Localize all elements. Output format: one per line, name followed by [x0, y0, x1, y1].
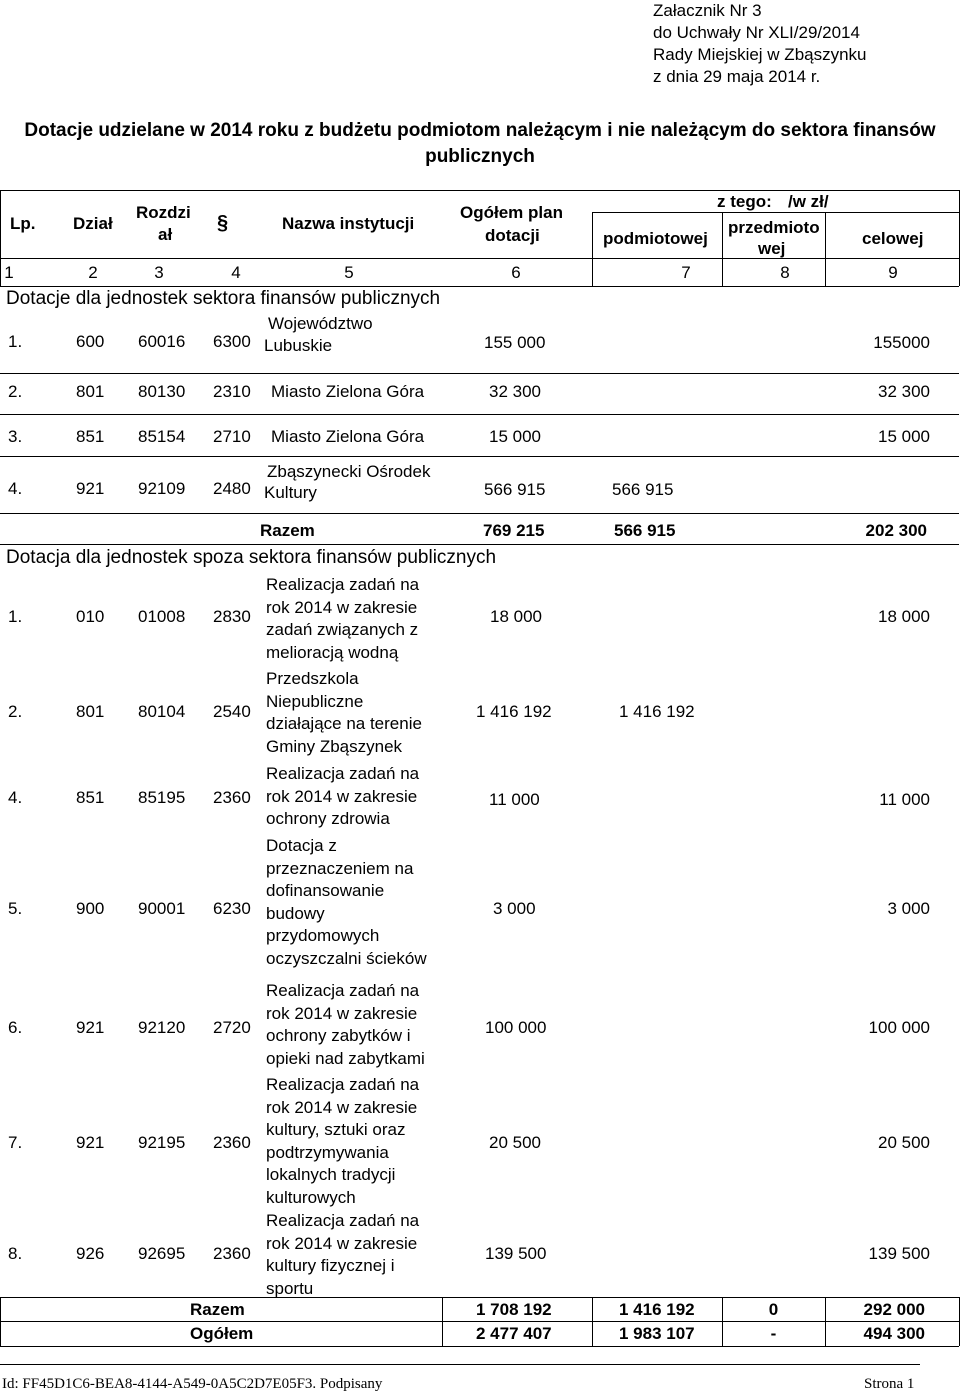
row-border — [0, 414, 959, 415]
name-line: podtrzymywania — [266, 1142, 389, 1162]
col-number: 1 — [4, 263, 14, 282]
cell-name — [266, 1210, 446, 1300]
cell-celowej: 100 000 — [868, 1018, 930, 1037]
col-number: 2 — [88, 263, 98, 282]
name-line: Realizacja zadań na — [266, 1075, 420, 1094]
cell-paragraph: 2360 — [213, 1244, 251, 1263]
cell-total: 11 000 — [489, 790, 540, 809]
cell-paragraph: 2360 — [213, 788, 251, 807]
cell-lp: 7. — [8, 1133, 23, 1152]
table-border — [592, 212, 959, 213]
col-number: 4 — [231, 263, 241, 282]
name-line: melioracją wodną — [266, 642, 399, 662]
col-header-podmiotowej: podmiotowej — [603, 229, 708, 248]
name-line: kulturowych — [266, 1187, 356, 1207]
name-line: budowy — [266, 903, 325, 923]
name-line: Niepubliczne — [266, 691, 364, 711]
cell-total: 18 000 — [490, 607, 542, 626]
cell-podmiotowej: 1 416 192 — [619, 702, 695, 721]
cell-name-cont: Kultury — [264, 483, 317, 502]
name-line: Gminy Zbąszynek — [266, 736, 403, 756]
col-number: 9 — [888, 263, 898, 282]
cell-rozdzial: 92695 — [138, 1244, 186, 1263]
table-border — [0, 1297, 1, 1346]
name-line: przydomowych — [266, 926, 380, 945]
attachment-line: Załacznik Nr 3 — [653, 1, 762, 20]
name-line: kultury fizycznej i — [266, 1256, 395, 1275]
name-line: Realizacja zadań na — [266, 981, 420, 1000]
cell-total: 3 000 — [493, 899, 536, 918]
cell-celowej: 155000 — [873, 333, 930, 352]
name-line: ochrony zabytków i — [266, 1026, 411, 1045]
footer-rule — [0, 1364, 920, 1365]
page-number: Strona 1 — [864, 1376, 915, 1392]
section-title-public: Dotacje dla jednostek sektora finansów publicznych — [6, 288, 441, 309]
cell-dzial: 851 — [76, 788, 105, 807]
col-number: 8 — [780, 263, 790, 282]
signature-id: Id: FF45D1C6-BEA8-4144-A549-0A5C2D7E05F3. Podpisany — [2, 1376, 383, 1392]
row-border — [0, 513, 959, 514]
name-line: działające na terenie — [266, 714, 422, 733]
cell-total: 100 000 — [485, 1018, 547, 1037]
cell-paragraph: 2480 — [213, 479, 251, 498]
col-number: 3 — [154, 263, 164, 282]
cell-lp: 1. — [8, 607, 23, 626]
name-line: rok 2014 w zakresie — [266, 1097, 418, 1117]
name-line: ochrony zdrowia — [266, 809, 390, 828]
cell-total: 566 915 — [484, 480, 546, 499]
col-header-z-tego: z tego: — [717, 192, 772, 211]
col-header-plan-cont: dotacji — [485, 226, 540, 245]
col-header-paragraph: § — [217, 212, 229, 234]
cell-total: 1 416 192 — [476, 702, 552, 721]
cell-lp: 2. — [8, 382, 23, 401]
cell-dzial: 921 — [76, 1133, 105, 1152]
sum-label: Razem — [260, 521, 315, 540]
name-line: Realizacja zadań na — [266, 1211, 420, 1230]
cell-lp: 2. — [8, 702, 23, 721]
col-header-lp: Lp. — [10, 214, 36, 233]
col-header-rozdzial: Rozdzi — [136, 203, 191, 222]
cell-celowej: 3 000 — [887, 899, 930, 918]
name-line: lokalnych tradycji — [266, 1165, 396, 1184]
cell-paragraph: 6230 — [213, 899, 251, 918]
cell-dzial: 921 — [76, 1018, 105, 1037]
cell-total: 32 300 — [489, 382, 541, 401]
sum-podmiotowej: 566 915 — [614, 521, 676, 540]
cell-name: Miasto Zielona Góra — [271, 382, 425, 401]
col-header-przedmiotowej: przedmioto — [728, 218, 820, 237]
row-border — [0, 1297, 959, 1298]
sum-label: Razem — [190, 1300, 245, 1319]
cell-name: Zbąszynecki Ośrodek — [267, 462, 431, 481]
name-line: kultury, sztuki oraz — [266, 1120, 406, 1139]
cell-paragraph: 2710 — [213, 427, 251, 446]
cell-paragraph: 2310 — [213, 382, 251, 401]
cell-lp: 4. — [8, 788, 23, 807]
name-line: opieki nad zabytkami — [266, 1048, 425, 1068]
name-line: Przedszkola — [266, 669, 359, 688]
table-border — [592, 212, 593, 286]
attachment-note — [653, 0, 867, 88]
col-header-rozdzial-cont: ał — [158, 225, 173, 244]
col-header-celowej: celowej — [862, 229, 924, 248]
name-line: Realizacja zadań na — [266, 575, 420, 594]
cell-lp: 3. — [8, 427, 23, 446]
section-title-nonpublic: Dotacja dla jednostek spoza sektora finansów publicznych — [6, 547, 497, 568]
cell-total: 155 000 — [484, 333, 546, 352]
cell-rozdzial: 60016 — [138, 332, 186, 351]
cell-name — [266, 763, 446, 831]
cell-celowej: 139 500 — [868, 1244, 930, 1263]
cell-dzial: 010 — [76, 607, 105, 626]
attachment-line: Rady Miejskiej w Zbąszynku — [653, 45, 867, 64]
row-border — [0, 1321, 959, 1322]
cell-name-cont: Lubuskie — [264, 336, 333, 355]
row-border — [0, 456, 959, 457]
name-line: Realizacja zadań na — [266, 764, 420, 783]
cell-paragraph: 2830 — [213, 607, 251, 626]
cell-celowej: 18 000 — [878, 607, 930, 626]
cell-name — [266, 1074, 446, 1209]
cell-name — [266, 574, 446, 664]
cell-name: Miasto Zielona Góra — [271, 427, 425, 446]
row-border — [0, 544, 959, 545]
sum-przedmiotowej: 0 — [768, 1300, 779, 1319]
cell-rozdzial: 01008 — [138, 607, 186, 626]
cell-paragraph: 2720 — [213, 1018, 251, 1037]
cell-celowej: 11 000 — [879, 790, 930, 809]
name-line: sportu — [266, 1278, 314, 1298]
cell-dzial: 801 — [76, 382, 105, 401]
sum-total: 1 708 192 — [476, 1300, 552, 1319]
grand-total-label: Ogółem — [190, 1324, 254, 1343]
cell-rozdzial: 90001 — [138, 899, 186, 918]
cell-total: 20 500 — [489, 1133, 541, 1152]
cell-celowej: 15 000 — [878, 427, 930, 446]
cell-rozdzial: 80104 — [138, 702, 186, 721]
col-header-dzial: Dział — [73, 214, 113, 233]
name-line: przeznaczeniem na — [266, 858, 414, 878]
cell-total: 15 000 — [489, 427, 541, 446]
cell-total: 139 500 — [485, 1244, 547, 1263]
cell-dzial: 900 — [76, 899, 105, 918]
cell-rozdzial: 80130 — [138, 382, 186, 401]
sum-celowej: 292 000 — [863, 1300, 925, 1319]
table-border — [442, 1297, 443, 1346]
cell-lp: 5. — [8, 899, 23, 918]
name-line: rok 2014 w zakresie — [266, 786, 418, 806]
cell-lp: 4. — [8, 479, 23, 498]
name-line: rok 2014 w zakresie — [266, 597, 418, 617]
sum-celowej: 202 300 — [865, 521, 927, 540]
attachment-line: do Uchwały Nr XLI/29/2014 — [653, 23, 860, 42]
name-line: oczyszczalni ścieków — [266, 948, 427, 968]
cell-paragraph: 2360 — [213, 1133, 251, 1152]
cell-dzial: 801 — [76, 702, 105, 721]
cell-rozdzial: 92109 — [138, 479, 186, 498]
cell-podmiotowej: 566 915 — [612, 480, 674, 499]
cell-name — [266, 835, 446, 970]
sum-total: 769 215 — [483, 521, 545, 540]
col-number: 6 — [511, 263, 521, 282]
name-line: rok 2014 w zakresie — [266, 1003, 418, 1023]
cell-dzial: 921 — [76, 479, 105, 498]
cell-name — [266, 980, 446, 1070]
col-header-name: Nazwa instytucji — [282, 214, 415, 233]
cell-paragraph: 6300 — [213, 332, 251, 351]
cell-lp: 1. — [8, 332, 23, 351]
document-title: Dotacje udzielane w 2014 roku z budżetu podmiotom należącym i nie należącym do sektora finansów — [24, 120, 936, 141]
cell-dzial: 851 — [76, 427, 105, 446]
row-border — [0, 1346, 959, 1347]
cell-celowej: 32 300 — [878, 382, 930, 401]
sum-podmiotowej: 1 416 192 — [619, 1300, 695, 1319]
grand-total-podmiotowej: 1 983 107 — [619, 1324, 695, 1343]
grand-total-przedmiotowej: - — [770, 1324, 777, 1343]
col-number: 5 — [344, 263, 354, 282]
cell-rozdzial: 85195 — [138, 788, 186, 807]
cell-rozdzial: 92195 — [138, 1133, 186, 1152]
cell-celowej: 20 500 — [878, 1133, 930, 1152]
name-line: rok 2014 w zakresie — [266, 1233, 418, 1253]
table-border — [722, 212, 723, 286]
name-line: dofinansowanie — [266, 881, 385, 900]
col-header-przedmiotowej-cont: wej — [758, 239, 786, 258]
cell-lp: 8. — [8, 1244, 23, 1263]
table-border — [0, 258, 959, 259]
table-border — [825, 212, 826, 286]
cell-rozdzial: 92120 — [138, 1018, 186, 1037]
col-number: 7 — [681, 263, 691, 282]
cell-name: Województwo — [268, 314, 373, 333]
cell-lp: 6. — [8, 1018, 23, 1037]
cell-rozdzial: 85154 — [138, 427, 186, 446]
cell-name — [266, 668, 446, 758]
col-header-unit: /w zł/ — [788, 192, 829, 211]
grand-total-celowej: 494 300 — [863, 1324, 925, 1343]
col-header-plan: Ogółem plan — [460, 203, 563, 222]
table-border — [592, 1297, 593, 1346]
cell-dzial: 600 — [76, 332, 105, 351]
grand-total: 2 477 407 — [476, 1324, 552, 1343]
document-title-cont: publicznych — [425, 146, 535, 167]
row-border — [0, 373, 959, 374]
cell-paragraph: 2540 — [213, 702, 251, 721]
cell-dzial: 926 — [76, 1244, 105, 1263]
name-line: Dotacja z — [266, 836, 337, 855]
name-line: zadań związanych z — [266, 620, 419, 639]
table-border — [0, 286, 959, 287]
attachment-line: z dnia 29 maja 2014 r. — [653, 67, 821, 86]
